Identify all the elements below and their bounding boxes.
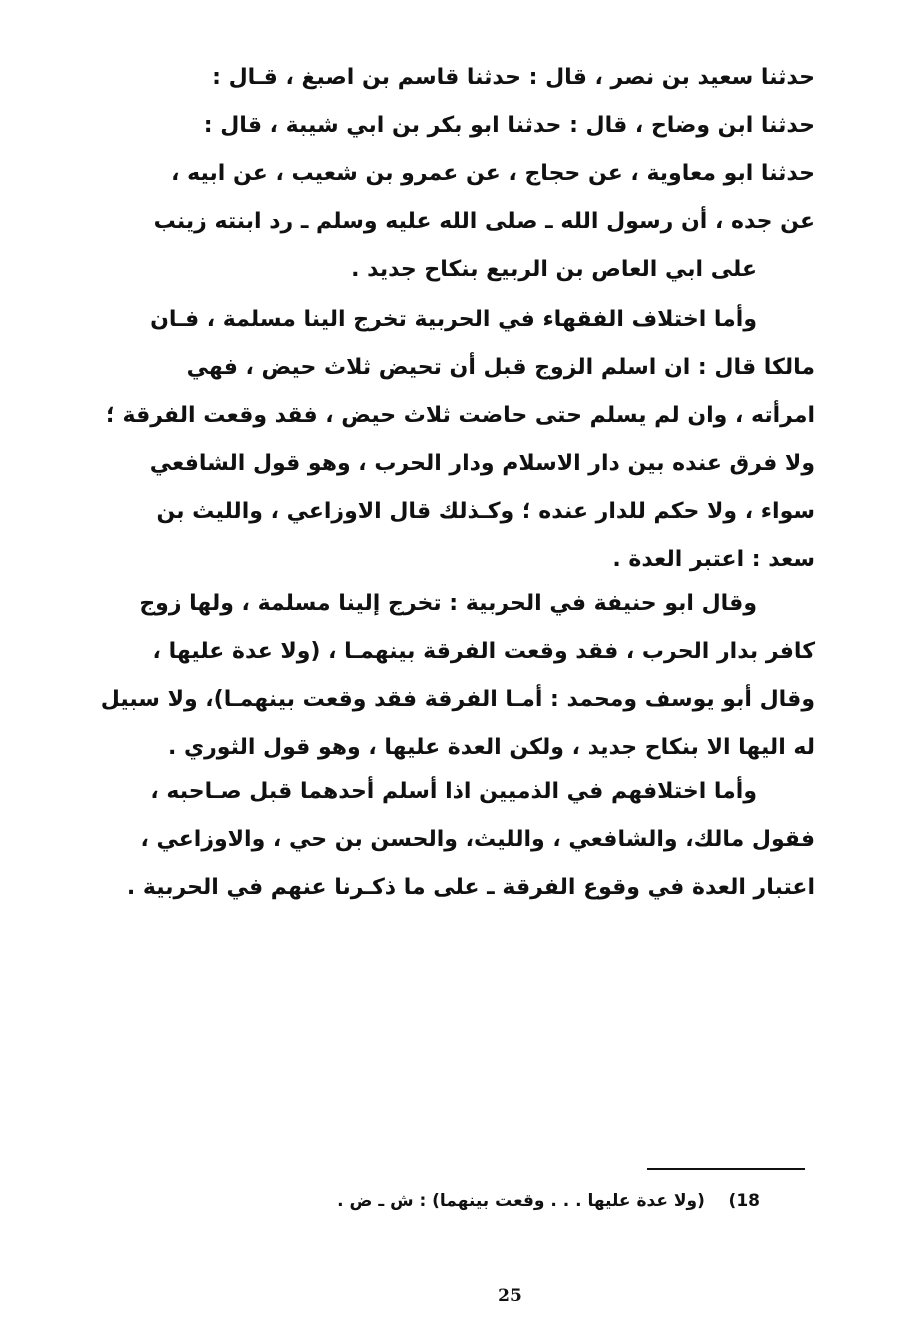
text-line: حدثنا ابن وضاح ، قال : حدثنا ابو بكر بن ابي شيبة ، قال : (203, 113, 815, 138)
footnote-divider (647, 1168, 805, 1170)
text-line: على ابي العاص بن الربيع بنكاح جديد . (351, 257, 757, 282)
text-line: وأما اختلاف الفقهاء في الحربية تخرج الينا مسلمة ، فـان (150, 307, 757, 332)
footnote-number: 18) (728, 1191, 760, 1211)
text-line: مالكا قال : ان اسلم الزوج قبل أن تحيض ثلاث حيض ، فهي (186, 355, 815, 380)
text-line: حدثنا ابو معاوية ، عن حجاج ، عن عمرو بن شعيب ، عن ابيه ، (171, 161, 815, 186)
text-line: وقال أبو يوسف ومحمد : أمـا الفرقة فقد وقعت بينهمـا)، ولا سبيل (100, 687, 815, 712)
text-line: امرأته ، وان لم يسلم حتى حاضت ثلاث حيض ، فقد وقعت الفرقة ؛ (106, 403, 815, 428)
page-number: 25 (498, 1286, 522, 1306)
text-line: حدثنا سعيد بن نصر ، قال : حدثنا قاسم بن اصبغ ، قـال : (212, 65, 815, 90)
text-line: اعتبار العدة في وقوع الفرقة ـ على ما ذكـرنا عنهم في الحربية . (126, 875, 815, 900)
text-line: سواء ، ولا حكم للدار عنده ؛ وكـذلك قال الاوزاعي ، والليث بن (156, 499, 815, 524)
paragraph-dhimmis (126, 768, 815, 912)
paragraph-fuqaha-disagreement (106, 296, 815, 584)
text-line: ولا فرق عنده بين دار الاسلام ودار الحرب ، وهو قول الشافعي (149, 451, 815, 476)
paragraph-abu-hanifa (100, 580, 815, 772)
text-line: كافر بدار الحرب ، فقد وقعت الفرقة بينهمـا ، (ولا عدة عليها ، (152, 639, 815, 664)
text-line: وأما اختلافهم في الذميين اذا أسلم أحدهما قبل صـاحبه ، (150, 779, 757, 804)
footnote-text: (ولا عدة عليها . . . وقعت بينهما) : ش ـ ض . (337, 1191, 705, 1211)
footnote (300, 1186, 760, 1216)
text-line: له اليها الا بنكاح جديد ، ولكن العدة عليها ، وهو قول الثوري . (167, 735, 815, 760)
text-line: وقال ابو حنيفة في الحربية : تخرج إلينا مسلمة ، ولها زوج (139, 591, 757, 616)
text-line: سعد : اعتبر العدة . (612, 547, 815, 572)
text-line: فقول مالك، والشافعي ، والليث، والحسن بن حي ، والاوزاعي ، (140, 827, 815, 852)
text-line: عن جده ، أن رسول الله ـ صلى الله عليه وسلم ـ رد ابنته زينب (153, 209, 815, 234)
paragraph-isnad (153, 54, 815, 294)
